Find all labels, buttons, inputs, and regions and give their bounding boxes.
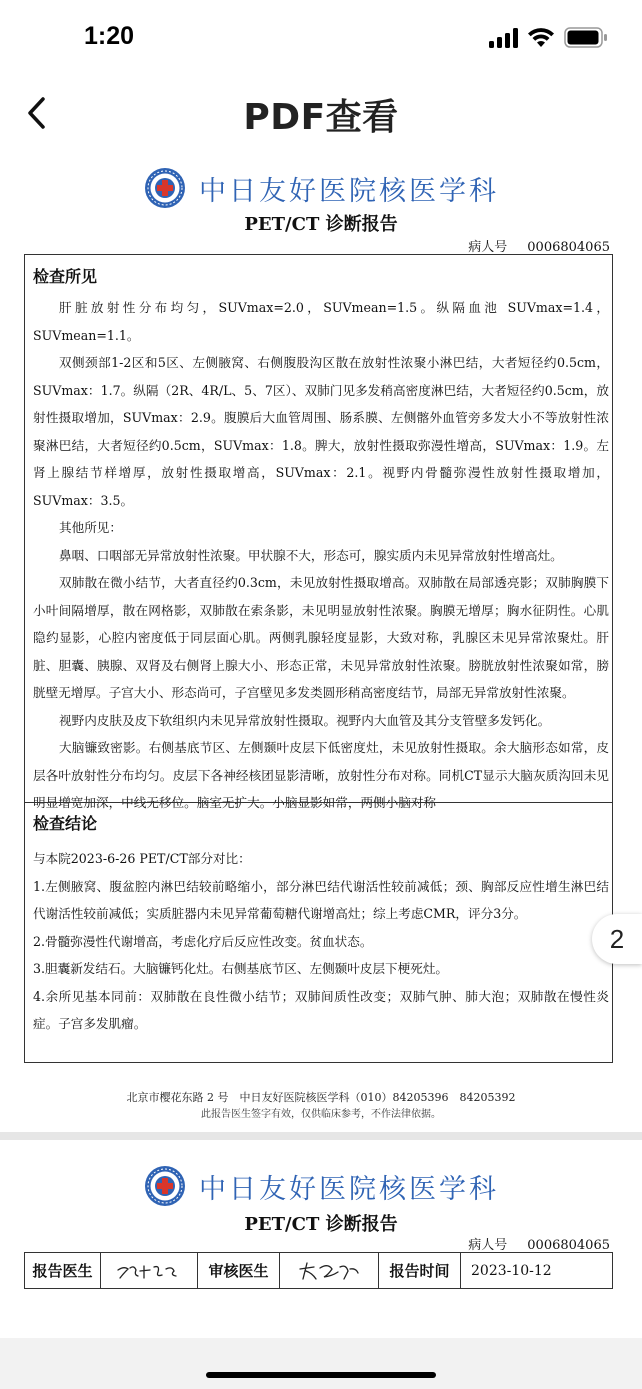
- conclusion-paragraph: 1.左侧腋窝、腹盆腔内淋巴结较前略缩小，部分淋巴结代谢活性较前减低；颈、胸部反应性增生淋巴结代谢活性较前减低；实质脏器内未见异常葡萄糖代谢增高灶；综上考虑CMR，评分3分。: [33, 878, 609, 921]
- page-title: PDF查看: [243, 97, 399, 138]
- signature-table: [24, 1252, 613, 1289]
- conclusion-title: 检查结论: [33, 814, 98, 833]
- status-time: 1:20: [84, 22, 135, 50]
- handwritten-signature: [294, 1259, 364, 1283]
- conclusion-body: [33, 845, 609, 1038]
- report-doctor-label: 报告医生: [25, 1253, 101, 1288]
- nav-bar: [0, 76, 642, 152]
- hospital-name: 中日友好医院核医学科: [199, 1173, 499, 1205]
- findings-paragraph: 大脑镰致密影。右侧基底节区、左侧颞叶皮层下低密度灶，未见放射性摄取。余大脑形态如常，皮层各叶放射性分布均匀。皮层下各神经核团显影清晰，放射性分布对称。同机CT显示大脑灰质沟回未见明显增宽加深，中线无移位。脑室无扩大。小脑显影如常，两侧小脑对称: [33, 740, 609, 810]
- patient-id-value: 0006804065: [527, 1238, 610, 1253]
- report-time-value: 2023-10-12: [471, 1262, 552, 1279]
- reviewer-signature: [280, 1253, 379, 1288]
- patient-id: [468, 236, 610, 255]
- findings-paragraph: 鼻咽、口咽部无异常放射性浓聚。甲状腺不大，形态可，腺实质内未见异常放射性增高灶。: [59, 547, 563, 563]
- pdf-page-1: [0, 152, 642, 1132]
- pdf-page-2: [0, 1140, 642, 1350]
- findings-title: 检查所见: [33, 267, 98, 286]
- findings-paragraph: 肝脏放射性分布均匀，SUVmax=2.0，SUVmean=1.5。纵隔血池 SUVmax=1.4，SUVmean=1.1。: [33, 300, 609, 343]
- status-bar: [0, 0, 642, 76]
- patient-id-label: 病人号: [468, 240, 508, 255]
- status-icons: [489, 27, 608, 48]
- section-divider: [25, 802, 612, 803]
- report-frame: [24, 254, 613, 1063]
- report-time-label: 报告时间: [379, 1253, 461, 1288]
- pdf-viewer[interactable]: [0, 152, 642, 1338]
- bottom-bar: [0, 1338, 642, 1389]
- conclusion-paragraph: 4.余所见基本同前：双肺散在良性微小结节；双肺间质性改变；双肺气肿、肺大泡；双肺散在慢性炎症。子宫多发肌瘤。: [33, 988, 609, 1031]
- hospital-header: [0, 166, 642, 210]
- findings-paragraph: 双侧颈部1-2区和5区、左侧腋窝、右侧腹股沟区散在放射性浓聚小淋巴结，大者短径约0.5cm，SUVmax：1.7。纵隔（2R、4R/L、5、7区）、双肺门见多发稍高密度淋巴结，大者短径约0.5cm，放射性摄取增加，SUVmax：2.9。腹膜后大血管周围、肠系膜、左侧髂外血管旁多发大小不等放射性浓聚淋巴结，大者短径约0.5cm，SUVmax：1.8。脾大，放射性摄取弥漫性增高，SUVmax：1.9。左肾上腺结节样增厚，放射性摄取增高，SUVmax：2.1。视野内骨髓弥漫性放射性摄取增加，SUVmax：3.5。: [33, 355, 609, 508]
- patient-id-label: 病人号: [468, 1238, 508, 1253]
- home-indicator[interactable]: [206, 1372, 436, 1378]
- wifi-icon: [527, 27, 555, 48]
- report-doctor-signature: [101, 1253, 198, 1288]
- hospital-name: 中日友好医院核医学科: [199, 175, 499, 207]
- conclusion-paragraph: 与本院2023-6-26 PET/CT部分对比：: [33, 851, 251, 866]
- hospital-header: [0, 1164, 642, 1208]
- hospital-logo-icon: [143, 1164, 187, 1208]
- hospital-logo-icon: [143, 166, 187, 210]
- battery-icon: [564, 27, 608, 48]
- patient-id-value: 0006804065: [527, 240, 610, 255]
- report-title: PET/CT 诊断报告: [244, 1214, 398, 1235]
- page-number-indicator[interactable]: 2: [592, 914, 642, 964]
- handwritten-signature: [114, 1260, 184, 1282]
- findings-paragraph: 双肺散在微小结节，大者直径约0.3cm，未见放射性摄取增高。双肺散在局部透亮影；双肺胸膜下小叶间隔增厚，散在网格影，双肺散在索条影，未见明显放射性浓聚。胸膜无增厚；胸水征阴性。心肌隐约显影，心腔内密度低于同层面心肌。两侧乳腺轻度显影，大致对称，乳腺区未见异常浓聚灶。肝脏、胆囊、胰腺、双肾及右侧肾上腺大小、形态正常，未见异常放射性浓聚。膀胱放射性浓聚如常，膀胱壁无增厚。子宫大小、形态尚可，子宫壁见多发类圆形稍高密度结节，局部无异常放射性浓聚。: [33, 575, 609, 700]
- patient-id: [468, 1234, 610, 1253]
- report-title: PET/CT 诊断报告: [244, 214, 398, 235]
- findings-paragraph: 其他所见：: [59, 520, 122, 535]
- footer-note: 此报告医生签字有效，仅供临床参考，不作法律依据。: [201, 1109, 441, 1120]
- reviewer-label: 审核医生: [198, 1253, 280, 1288]
- page-separator: [0, 1132, 642, 1140]
- conclusion-paragraph: 2.骨髓弥漫性代谢增高，考虑化疗后反应性改变。贫血状态。: [33, 933, 373, 949]
- findings-body: [33, 294, 609, 810]
- cellular-signal-icon: [489, 28, 518, 48]
- conclusion-paragraph: 3.胆囊新发结石。大脑镰钙化灶。右侧基底节区、左侧颞叶皮层下梗死灶。: [33, 961, 449, 976]
- findings-paragraph: 视野内皮肤及皮下软组织内未见异常放射性摄取。视野内大血管及其分支管壁多发钙化。: [59, 712, 551, 728]
- footer-address: 北京市樱花东路 2 号 中日友好医院核医学科（010）84205396 84205392: [126, 1091, 516, 1104]
